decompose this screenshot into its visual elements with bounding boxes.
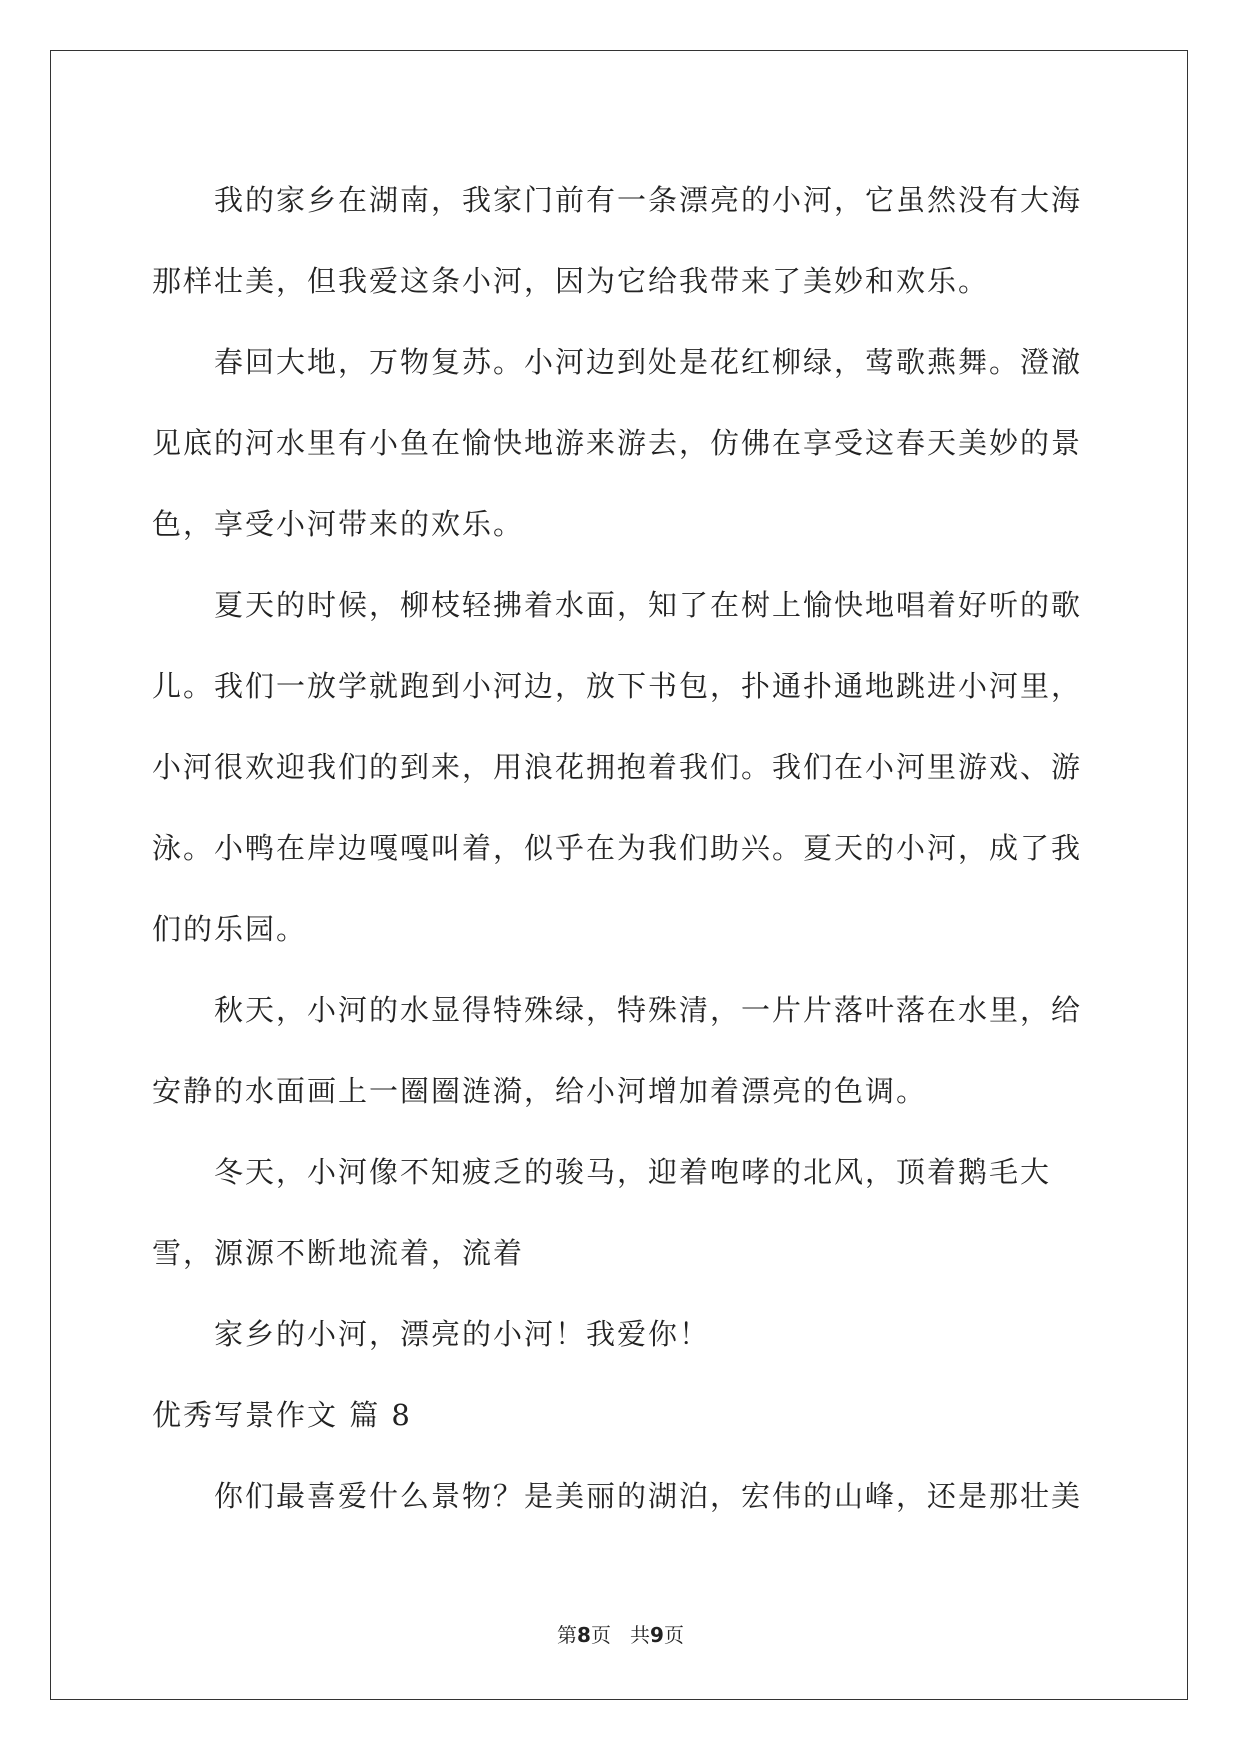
paragraph-2: 春回大地，万物复苏。小河边到处是花红柳绿，莺歌燕舞。澄澈见底的河水里有小鱼在愉快地游来游去，仿佛在享受这春天美妙的景色，享受小河带来的欢乐。 xyxy=(152,345,1083,541)
paragraph-6: 家乡的小河，漂亮的小河！我爱你！ xyxy=(214,1317,711,1351)
current-page-number: 8 xyxy=(577,1623,591,1647)
paragraph-final: 你们最喜爱什么景物？是美丽的湖泊，宏伟的山峰，还是那壮美 xyxy=(214,1479,1083,1513)
page-number-footer xyxy=(0,1623,1241,1647)
footer-prefix: 第 xyxy=(557,1623,578,1647)
footer-mid: 页 共 xyxy=(590,1623,651,1647)
paragraph-1: 我的家乡在湖南，我家门前有一条漂亮的小河，它虽然没有大海那样壮美，但我爱这条小河，因为它给我带来了美妙和欢乐。 xyxy=(152,183,1083,298)
paragraph-3: 夏天的时候，柳枝轻拂着水面，知了在树上愉快地唱着好听的歌儿。我们一放学就跑到小河边，放下书包，扑通扑通地跳进小河里，小河很欢迎我们的到来，用浪花拥抱着我们。我们在小河里游戏、游泳。小鸭在岸边嘎嘎叫着，似乎在为我们助兴。夏天的小河，成了我们的乐园。 xyxy=(152,588,1083,946)
document-body xyxy=(152,160,1092,1537)
paragraph-4: 秋天，小河的水显得特殊绿，特殊清，一片片落叶落在水里，给安静的水面画上一圈圈涟漪，给小河增加着漂亮的色调。 xyxy=(152,993,1083,1108)
total-page-number: 9 xyxy=(650,1623,664,1647)
footer-suffix: 页 xyxy=(663,1623,684,1647)
section-heading: 优秀写景作文 篇 8 xyxy=(152,1398,412,1432)
paragraph-5: 冬天，小河像不知疲乏的骏马，迎着咆哮的北风，顶着鹅毛大雪，源源不断地流着，流着 xyxy=(152,1155,1052,1270)
